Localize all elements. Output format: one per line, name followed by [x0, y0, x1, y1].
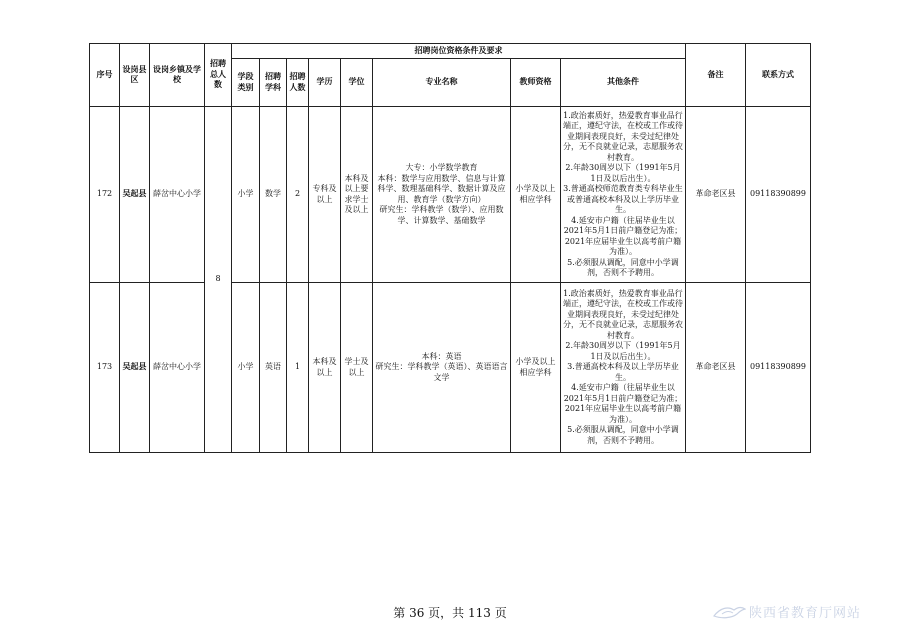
header-other: 其他条件 — [561, 59, 686, 107]
row-remark: 革命老区县 — [686, 283, 746, 453]
page-number: 第 36 页，共 113 页 — [393, 606, 507, 620]
row-stage: 小学 — [232, 107, 260, 283]
other-line: 2.年龄30周岁以下（1991年5月1日及以后出生）。 — [565, 341, 681, 361]
other-line: 4.延安市户籍（往届毕业生以2021年5月1日前户籍登记为准；2021年应届毕业生以高考前户籍为准）。 — [563, 215, 683, 256]
header-county: 设岗县区 — [120, 44, 150, 107]
table-row — [90, 283, 811, 453]
major-line: 研究生：学科教学（数学）、应用数学、计算数学、基础数学 — [379, 205, 504, 225]
header-stage: 学段类别 — [232, 59, 260, 107]
row-degree: 本科及以上要求学士及以上 — [341, 107, 373, 283]
row-contact: 09118390899 — [746, 283, 811, 453]
row-education: 本科及以上 — [309, 283, 341, 453]
header-index: 序号 — [90, 44, 120, 107]
row-county: 吴起县 — [120, 107, 150, 283]
row-school: 薛岔中心小学 — [150, 283, 205, 453]
row-remark: 革命老区县 — [686, 107, 746, 283]
row-teacher-cert: 小学及以上相应学科 — [511, 283, 561, 453]
other-line: 1.政治素质好，热爱教育事业品行端正，遵纪守法，在校或工作或待业期间表现良好，未受过纪律处分，无不良就业记录，志愿服务农村教育。 — [563, 288, 683, 340]
header-education: 学历 — [309, 59, 341, 107]
row-other — [561, 107, 686, 283]
header-remark: 备注 — [686, 44, 746, 107]
watermark — [712, 602, 861, 621]
row-major — [373, 283, 511, 453]
row-subject: 数学 — [260, 107, 287, 283]
row-degree: 学士及以上 — [341, 283, 373, 453]
header-contact: 联系方式 — [746, 44, 811, 107]
row-other — [561, 283, 686, 453]
header-total: 招聘总人数 — [205, 44, 232, 107]
major-line: 研究生：学科教学（英语）、英语语言文学 — [375, 362, 508, 382]
row-major — [373, 107, 511, 283]
watermark-text: 陕西省教育厅网站 — [749, 606, 862, 621]
row-stage: 小学 — [232, 283, 260, 453]
row-count: 2 — [287, 107, 309, 283]
other-line: 5.必须服从调配，同意中小学调剂，否则不予聘用。 — [567, 257, 679, 277]
major-line: 本科：英语 — [421, 351, 462, 361]
major-line: 本科：数学与应用数学、信息与计算科学、数理基础科学、数据计算及应用、教育学（数学方向） — [377, 173, 506, 204]
other-line: 3.普通高校本科及以上学历毕业生。 — [567, 362, 679, 382]
header-school: 设岗乡镇及学校 — [150, 44, 205, 107]
row-index: 172 — [90, 107, 120, 283]
row-education: 专科及以上 — [309, 107, 341, 283]
row-teacher-cert: 小学及以上相应学科 — [511, 107, 561, 283]
other-line: 4.延安市户籍（往届毕业生以2021年5月1日前户籍登记为准；2021年应届毕业生以高考前户籍为准）。 — [563, 383, 683, 424]
other-line: 5.必须服从调配，同意中小学调剂，否则不予聘用。 — [567, 425, 679, 445]
header-major: 专业名称 — [373, 59, 511, 107]
row-contact: 09118390899 — [746, 107, 811, 283]
other-line: 3.普通高校师范教育类专科毕业生或普通高校本科及以上学历毕业生。 — [563, 184, 683, 214]
shared-total: 8 — [205, 107, 232, 453]
recruitment-table — [89, 43, 811, 453]
row-subject: 英语 — [260, 283, 287, 453]
header-degree: 学位 — [341, 59, 373, 107]
other-line: 2.年龄30周岁以下（1991年5月1日及以后出生）。 — [565, 163, 681, 183]
header-teacher-cert: 教师资格 — [511, 59, 561, 107]
row-county: 吴起县 — [120, 283, 150, 453]
header-group-title: 招聘岗位资格条件及要求 — [232, 44, 686, 59]
header-subject: 招聘学科 — [260, 59, 287, 107]
row-count: 1 — [287, 283, 309, 453]
header-count: 招聘人数 — [287, 59, 309, 107]
major-line: 大专：小学数学教育 — [405, 163, 478, 172]
bird-logo-icon — [712, 604, 746, 620]
table-row — [90, 107, 811, 283]
other-line: 1.政治素质好，热爱教育事业品行端正，遵纪守法，在校或工作或待业期间表现良好，未受过纪律处分，无不良就业记录，志愿服务农村教育。 — [563, 110, 683, 162]
row-school: 薛岔中心小学 — [150, 107, 205, 283]
row-index: 173 — [90, 283, 120, 453]
